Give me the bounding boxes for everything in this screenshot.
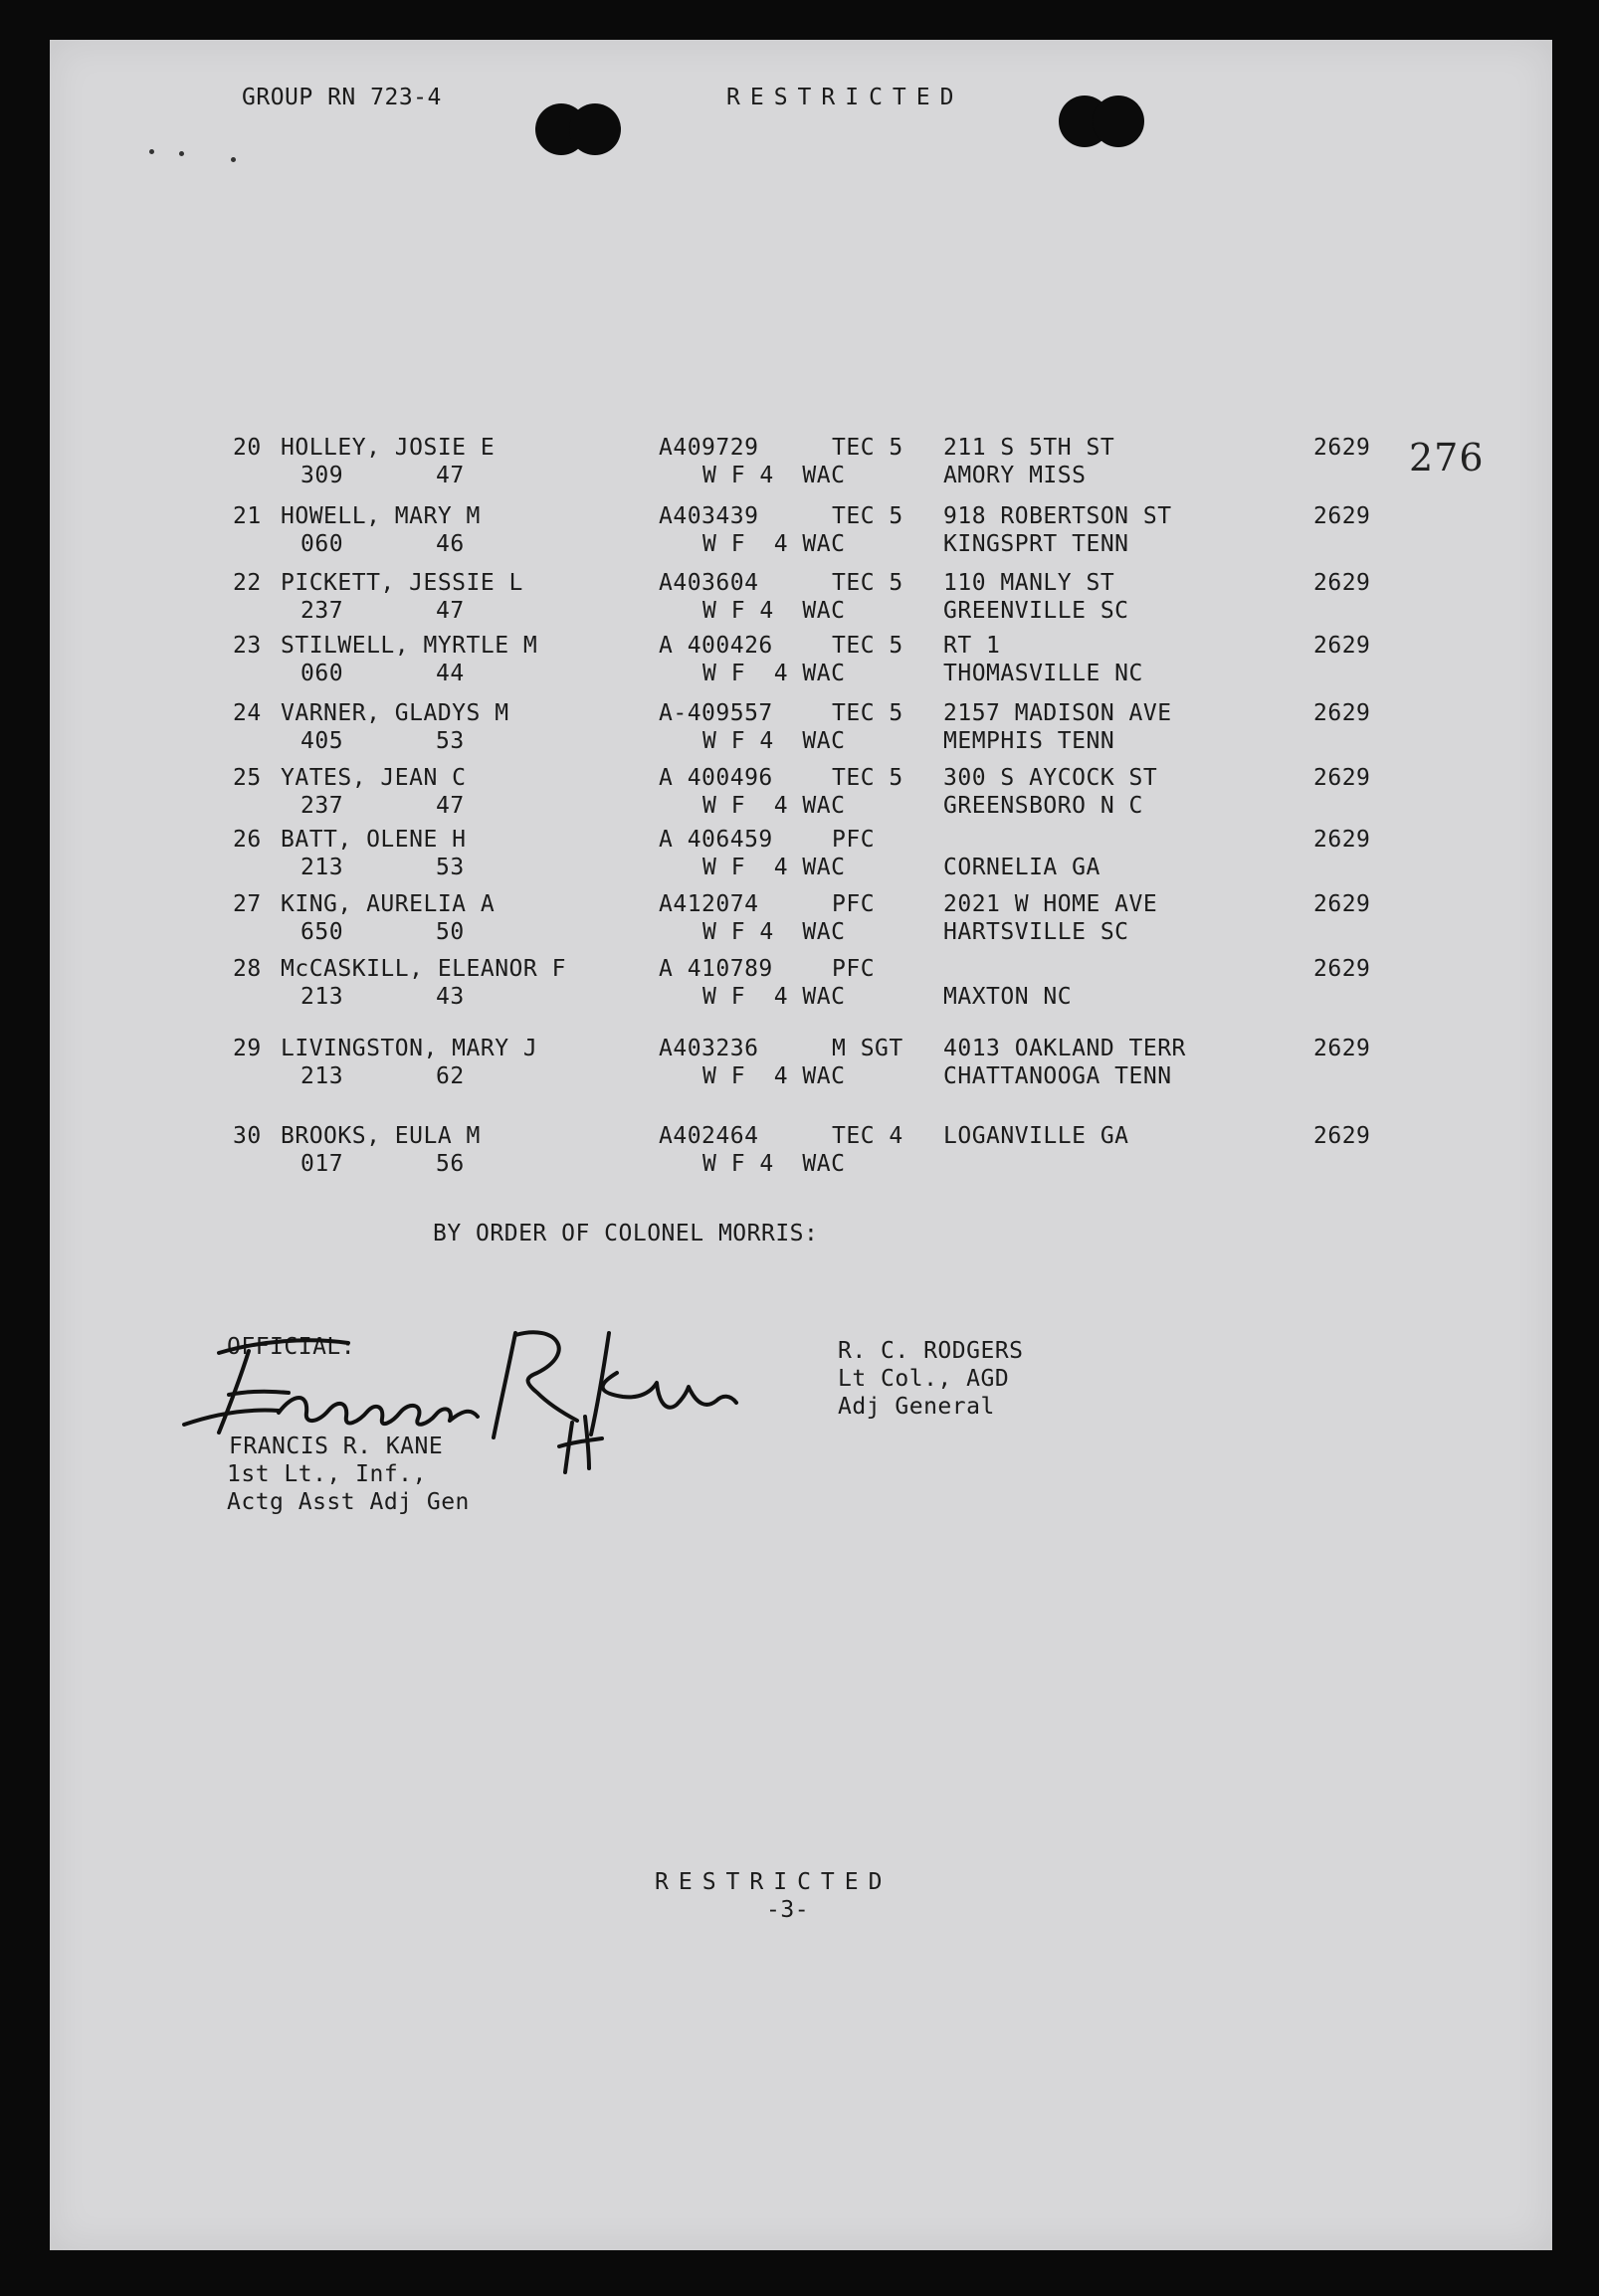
member-rank: TEC 4 [832, 1123, 903, 1149]
entry-number: 28 [233, 956, 262, 982]
serial-number: A 400426 [659, 633, 773, 659]
serial-number: A403604 [659, 570, 759, 596]
member-name: STILWELL, MYRTLE M [281, 633, 538, 659]
member-name: YATES, JEAN C [281, 765, 467, 791]
roster-entry [50, 955, 1552, 1011]
code2: 47 [436, 598, 465, 624]
roster-entry [50, 569, 1552, 625]
member-name: McCASKILL, ELEANOR F [281, 956, 566, 982]
member-rank: TEC 5 [832, 765, 903, 791]
address-line-2: KINGSPRT TENN [943, 531, 1129, 557]
member-class: W F 4 WAC [702, 919, 846, 945]
address-line-1: 110 MANLY ST [943, 570, 1115, 596]
serial-number: A412074 [659, 891, 759, 917]
member-class: W F 4 WAC [702, 531, 846, 557]
entry-number: 27 [233, 891, 262, 917]
signature-image [179, 1313, 796, 1482]
address-line-1: 300 S AYCOCK ST [943, 765, 1158, 791]
code2: 50 [436, 919, 465, 945]
address-line-1: 211 S 5TH ST [943, 435, 1115, 461]
code2: 53 [436, 855, 465, 880]
classification-footer: RESTRICTED [655, 1869, 893, 1895]
code1: 309 [300, 463, 344, 488]
assignment-code: 2629 [1313, 827, 1371, 853]
code2: 44 [436, 661, 465, 686]
member-name: HOWELL, MARY M [281, 503, 481, 529]
page-number: -3- [766, 1897, 810, 1923]
serial-number: A403439 [659, 503, 759, 529]
address-line-2: HARTSVILLE SC [943, 919, 1129, 945]
address-line-2: GREENVILLE SC [943, 598, 1129, 624]
assignment-code: 2629 [1313, 435, 1371, 461]
member-class: W F 4 WAC [702, 793, 846, 819]
roster-entry [50, 764, 1552, 820]
assignment-code: 2629 [1313, 1123, 1371, 1149]
member-rank: TEC 5 [832, 700, 903, 726]
official-label: OFFICIAL: [227, 1334, 356, 1360]
member-name: LIVINGSTON, MARY J [281, 1036, 538, 1061]
member-class: W F 4 WAC [702, 598, 846, 624]
member-class: W F 4 WAC [702, 984, 846, 1010]
commander-rank: Lt Col., AGD [838, 1366, 1010, 1392]
member-rank: M SGT [832, 1036, 903, 1061]
member-rank: TEC 5 [832, 633, 903, 659]
code1: 213 [300, 855, 344, 880]
assignment-code: 2629 [1313, 765, 1371, 791]
roster-entry [50, 434, 1552, 489]
code1: 237 [300, 598, 344, 624]
roster-entry [50, 890, 1552, 946]
member-class: W F 4 WAC [702, 1063, 846, 1089]
code1: 237 [300, 793, 344, 819]
entry-number: 30 [233, 1123, 262, 1149]
entry-number: 22 [233, 570, 262, 596]
address-line-1: 2021 W HOME AVE [943, 891, 1158, 917]
member-name: BROOKS, EULA M [281, 1123, 481, 1149]
assignment-code: 2629 [1313, 956, 1371, 982]
member-name: VARNER, GLADYS M [281, 700, 509, 726]
member-rank: TEC 5 [832, 435, 903, 461]
serial-number: A403236 [659, 1036, 759, 1061]
code1: 213 [300, 1063, 344, 1089]
page-stamp-number: 276 [1409, 436, 1485, 479]
document-page [50, 40, 1552, 2250]
code1: 060 [300, 661, 344, 686]
serial-number: A402464 [659, 1123, 759, 1149]
code1: 017 [300, 1151, 344, 1177]
assignment-code: 2629 [1313, 503, 1371, 529]
code2: 47 [436, 793, 465, 819]
member-class: W F 4 WAC [702, 661, 846, 686]
group-number: GROUP RN 723-4 [242, 85, 442, 110]
address-line-2: MEMPHIS TENN [943, 728, 1115, 754]
address-line-1: 4013 OAKLAND TERR [943, 1036, 1186, 1061]
entry-number: 29 [233, 1036, 262, 1061]
roster-entry [50, 1035, 1552, 1090]
code1: 405 [300, 728, 344, 754]
roster-entry [50, 1122, 1552, 1178]
member-rank: PFC [832, 827, 876, 853]
address-line-2: THOMASVILLE NC [943, 661, 1143, 686]
member-name: HOLLEY, JOSIE E [281, 435, 496, 461]
member-class: W F 4 WAC [702, 728, 846, 754]
address-line-1: 918 ROBERTSON ST [943, 503, 1172, 529]
serial-number: A409729 [659, 435, 759, 461]
member-rank: PFC [832, 956, 876, 982]
assignment-code: 2629 [1313, 633, 1371, 659]
punch-hole [569, 103, 621, 155]
code2: 46 [436, 531, 465, 557]
ink-speck [149, 149, 154, 154]
serial-number: A 406459 [659, 827, 773, 853]
member-name: KING, AURELIA A [281, 891, 496, 917]
code2: 56 [436, 1151, 465, 1177]
assignment-code: 2629 [1313, 1036, 1371, 1061]
entry-number: 26 [233, 827, 262, 853]
official-rank: 1st Lt., Inf., [227, 1461, 427, 1487]
ink-speck [179, 151, 184, 156]
address-line-1: LOGANVILLE GA [943, 1123, 1129, 1149]
entry-number: 21 [233, 503, 262, 529]
serial-number: A 410789 [659, 956, 773, 982]
member-rank: TEC 5 [832, 570, 903, 596]
address-line-2: MAXTON NC [943, 984, 1073, 1010]
code2: 43 [436, 984, 465, 1010]
assignment-code: 2629 [1313, 700, 1371, 726]
entry-number: 24 [233, 700, 262, 726]
entry-number: 25 [233, 765, 262, 791]
serial-number: A-409557 [659, 700, 773, 726]
address-line-2: CHATTANOOGA TENN [943, 1063, 1172, 1089]
assignment-code: 2629 [1313, 570, 1371, 596]
punch-hole [1093, 96, 1144, 147]
code1: 650 [300, 919, 344, 945]
code1: 213 [300, 984, 344, 1010]
address-line-1: 2157 MADISON AVE [943, 700, 1172, 726]
serial-number: A 400496 [659, 765, 773, 791]
member-rank: TEC 5 [832, 503, 903, 529]
entry-number: 23 [233, 633, 262, 659]
member-name: PICKETT, JESSIE L [281, 570, 523, 596]
roster-entry [50, 502, 1552, 558]
commander-title: Adj General [838, 1394, 995, 1420]
member-class: W F 4 WAC [702, 855, 846, 880]
address-line-2: GREENSBORO N C [943, 793, 1143, 819]
member-rank: PFC [832, 891, 876, 917]
assignment-code: 2629 [1313, 891, 1371, 917]
member-class: W F 4 WAC [702, 463, 846, 488]
address-line-2: CORNELIA GA [943, 855, 1100, 880]
member-class: W F 4 WAC [702, 1151, 846, 1177]
order-line: BY ORDER OF COLONEL MORRIS: [433, 1221, 819, 1246]
address-line-2: AMORY MISS [943, 463, 1087, 488]
code2: 47 [436, 463, 465, 488]
member-name: BATT, OLENE H [281, 827, 467, 853]
official-name: FRANCIS R. KANE [229, 1434, 444, 1459]
roster-entry [50, 699, 1552, 755]
roster-entry [50, 826, 1552, 881]
commander-name: R. C. RODGERS [838, 1338, 1024, 1364]
code2: 53 [436, 728, 465, 754]
address-line-1: RT 1 [943, 633, 1001, 659]
entry-number: 20 [233, 435, 262, 461]
ink-speck [231, 157, 236, 162]
code2: 62 [436, 1063, 465, 1089]
code1: 060 [300, 531, 344, 557]
roster-entry [50, 632, 1552, 687]
official-title: Actg Asst Adj Gen [227, 1489, 470, 1515]
classification-header: RESTRICTED [726, 85, 964, 110]
